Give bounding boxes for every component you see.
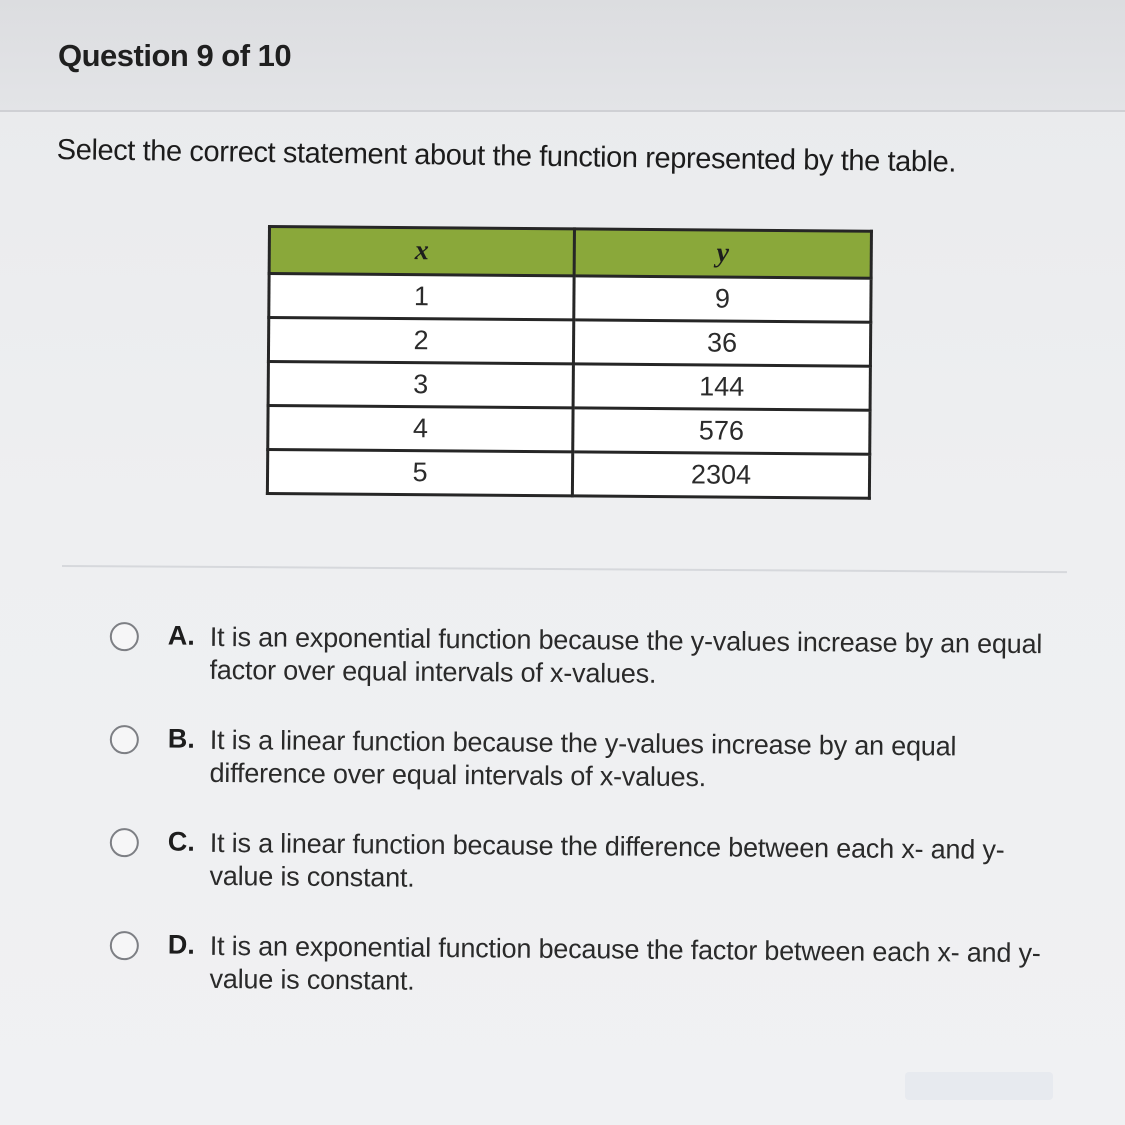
option-letter: C. xyxy=(167,826,195,857)
radio-button-c[interactable] xyxy=(110,828,139,857)
cell-x: 2 xyxy=(268,318,573,364)
option-text: It is a linear function because the difference between each x- and y-value is constant. xyxy=(209,827,1005,893)
option-text: It is an exponential function because the y-values increase by an equal factor over equal intervals of x-values. xyxy=(209,621,1043,689)
cell-x: 3 xyxy=(268,362,573,408)
answer-option-a[interactable] xyxy=(105,618,1066,729)
cell-x: 1 xyxy=(269,274,574,320)
option-text: It is a linear function because the y-values increase by an equal difference over equal intervals of x-values. xyxy=(209,724,957,793)
answer-options xyxy=(106,618,1066,1030)
question-header xyxy=(0,0,1125,112)
answer-option-b[interactable] xyxy=(105,721,1066,832)
radio-button-d[interactable] xyxy=(110,931,139,960)
cell-x: 5 xyxy=(267,450,572,496)
cell-y: 9 xyxy=(574,276,871,322)
radio-button-a[interactable] xyxy=(110,622,139,651)
table-row xyxy=(269,274,871,323)
cell-y: 144 xyxy=(573,364,870,410)
cell-y: 2304 xyxy=(572,452,869,498)
answer-option-c[interactable] xyxy=(105,824,1066,935)
table-row xyxy=(268,318,870,367)
table-row xyxy=(268,362,870,411)
function-table xyxy=(266,225,873,500)
section-divider xyxy=(62,565,1067,573)
option-letter: D. xyxy=(167,929,195,960)
option-text: It is an exponential function because the factor between each x- and y-value is constant. xyxy=(209,930,1041,996)
question-counter: Question 9 of 10 xyxy=(58,38,292,73)
column-header-y: y xyxy=(574,229,871,278)
cell-x: 4 xyxy=(268,406,573,452)
table-header-row xyxy=(269,227,871,279)
option-letter: A. xyxy=(167,620,195,651)
table-row xyxy=(268,406,870,455)
column-header-x: x xyxy=(269,227,574,276)
cell-y: 576 xyxy=(573,408,870,454)
answer-option-d[interactable] xyxy=(105,927,1066,1038)
table-row xyxy=(267,450,869,499)
option-letter: B. xyxy=(167,723,195,754)
cell-y: 36 xyxy=(573,320,870,366)
question-prompt: Select the correct statement about the function represented by the table. xyxy=(56,134,957,179)
submit-button[interactable] xyxy=(905,1072,1053,1100)
radio-button-b[interactable] xyxy=(110,725,139,754)
